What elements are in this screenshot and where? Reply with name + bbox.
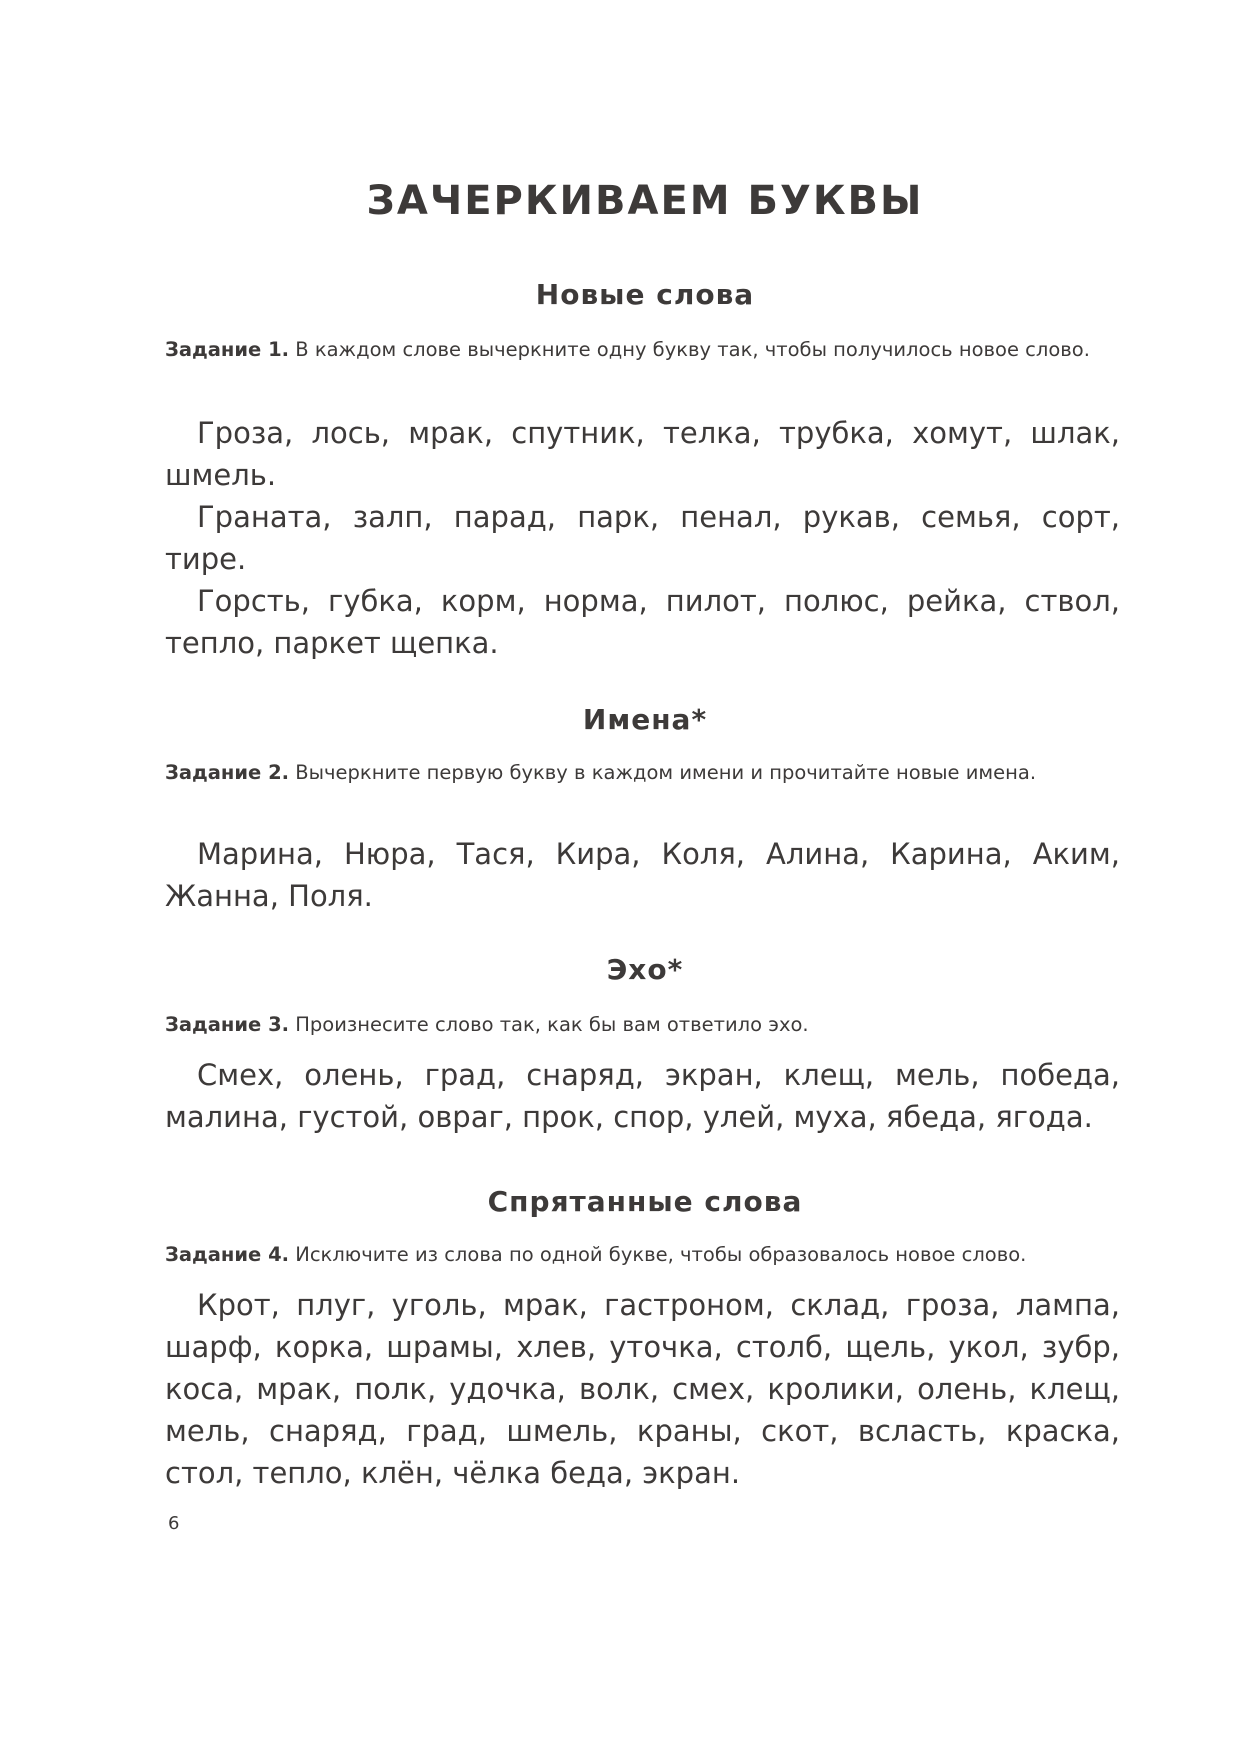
task-1-label: Задание 1. [165,338,290,361]
task-3-instruction [165,1008,1120,1041]
word-list-text: Смех, олень, град, снаряд, экран, клещ, мель, победа, малина, густой, овраг, прок, спор, улей, муха, ябеда, ягода. [165,1058,1120,1134]
document-page [165,0,1125,1754]
word-list-1-line-3 [165,580,1120,664]
task-4-text: Исключите из слова по одной букве, чтобы образовалось новое слово. [295,1243,1027,1266]
section-heading-new-words: Новые слова [535,278,755,311]
task-3-label: Задание 3. [165,1013,290,1036]
task-2-instruction [165,756,1120,789]
word-list-2 [165,833,1120,917]
task-1-instruction [165,333,1120,366]
page-number: 6 [168,1513,180,1534]
word-list-text: Крот, плуг, уголь, мрак, гастроном, склад, гроза, лампа, шарф, корка, шрамы, хлев, уточка, столб, щель, укол, зубр, коса, мрак, полк, удочка, волк, смех, кролики, олень, клещ, мель, снаряд, град, шмель, краны, скот, всласть, краска, стол, тепло, клён, чёлка беда, экран. [165,1288,1120,1490]
word-list-1-line-1 [165,412,1120,496]
task-2-text: Вычеркните первую букву в каждом имени и прочитайте новые имена. [295,761,1037,784]
task-3-text: Произнесите слово так, как бы вам ответило эхо. [295,1013,809,1036]
task-1-text: В каждом слове вычеркните одну букву так, чтобы получилось новое слово. [295,338,1090,361]
word-list-text: Горсть, губка, корм, норма, пилот, полюс, рейка, ствол, тепло, паркет щепка. [165,584,1120,660]
task-4-instruction [165,1238,1120,1271]
word-list-text: Граната, залп, парад, парк, пенал, рукав, семья, сорт, тире. [165,500,1120,576]
task-2-label: Задание 2. [165,761,290,784]
word-list-3 [165,1054,1120,1138]
task-4-label: Задание 4. [165,1243,290,1266]
page-title: ЗАЧЕРКИВАЕМ БУКВЫ [366,178,924,224]
section-heading-names: Имена* [582,703,708,736]
section-heading-echo: Эхо* [606,953,684,986]
word-list-text: Гроза, лось, мрак, спутник, телка, трубка, хомут, шлак, шмель. [165,416,1120,492]
section-heading-hidden-words: Спрятанные слова [487,1185,803,1218]
word-list-text: Марина, Нюра, Тася, Кира, Коля, Алина, Карина, Аким, Жанна, Поля. [165,837,1120,913]
word-list-4 [165,1284,1120,1494]
word-list-1-line-2 [165,496,1120,580]
